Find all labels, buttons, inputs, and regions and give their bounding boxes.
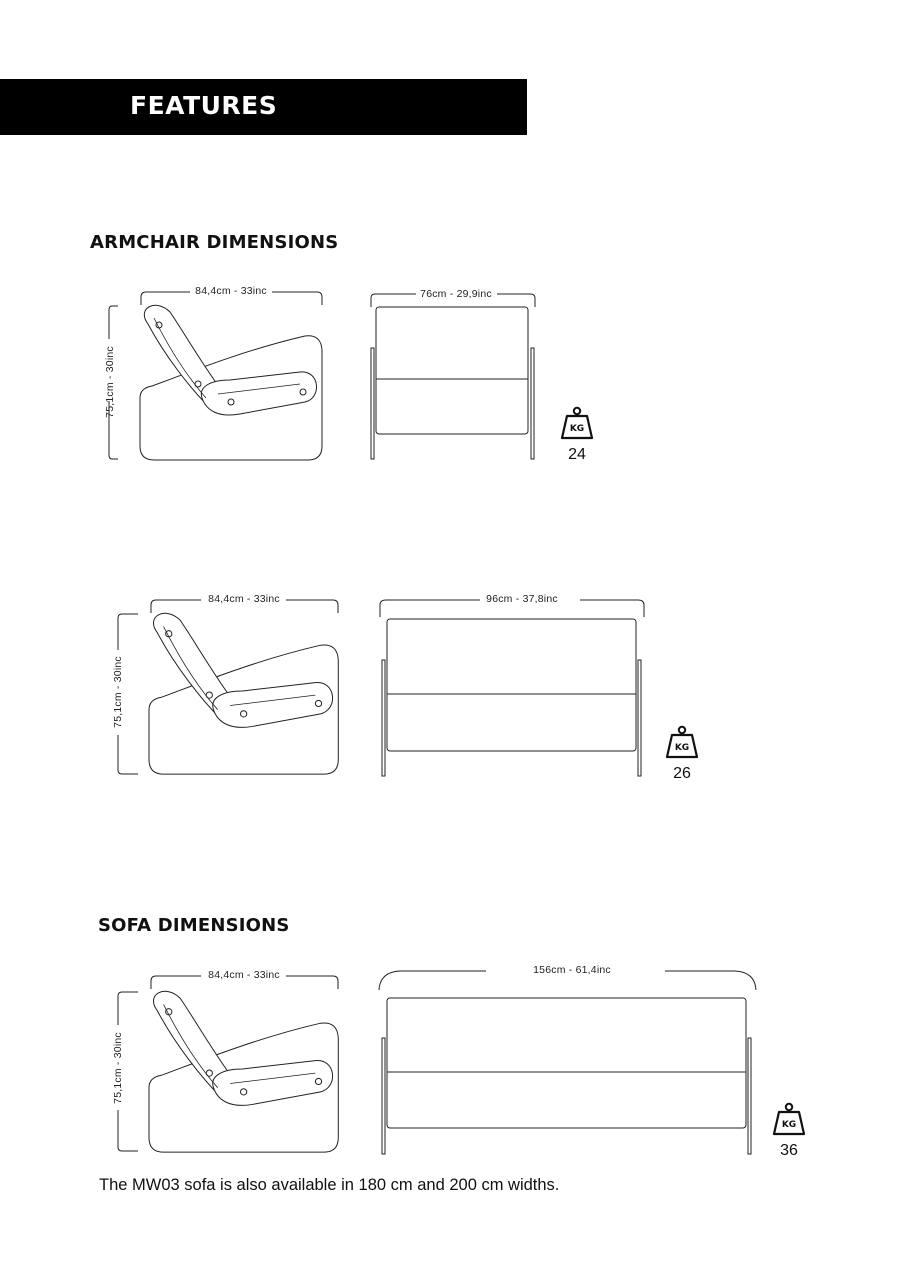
sofa-section-title: SOFA DIMENSIONS <box>98 915 290 936</box>
page-title: FEATURES <box>130 91 278 120</box>
sofa-front-width-label: 156cm - 61,4inc <box>533 964 611 976</box>
sofa-medium-front-view <box>380 593 644 776</box>
sofa-weight-value: 36 <box>780 1142 798 1159</box>
armchair-section-title: ARMCHAIR DIMENSIONS <box>90 232 339 253</box>
sofa-side-view <box>112 969 338 1152</box>
sofa-front-view <box>379 964 756 1154</box>
armchair-front-view <box>371 288 535 459</box>
sofa-medium-weight-value: 26 <box>673 765 691 782</box>
weight-unit-label: KG <box>674 743 690 753</box>
weight-unit-label: KG <box>569 424 585 434</box>
armchair-side-view <box>104 285 322 460</box>
armchair-side-width-label: 84,4cm - 33inc <box>195 285 267 297</box>
armchair-height-label: 75,1cm - 30inc <box>104 346 116 418</box>
sofa-weight <box>774 1104 804 1159</box>
sofa-medium-weight <box>667 727 697 782</box>
availability-note: The MW03 sofa is also available in 180 cm and 200 cm widths. <box>99 1176 560 1194</box>
armchair-weight-value: 24 <box>568 446 586 463</box>
weight-unit-label: KG <box>781 1120 797 1130</box>
sofa-side-width-label: 84,4cm - 33inc <box>208 969 280 981</box>
armchair-weight <box>562 408 592 463</box>
sofa-height-label: 75,1cm - 30inc <box>112 1032 124 1104</box>
sofa-medium-side-width-label: 84,4cm - 33inc <box>208 593 280 605</box>
armchair-front-width-label: 76cm - 29,9inc <box>420 288 492 300</box>
sofa-medium-height-label: 75,1cm - 30inc <box>112 656 124 728</box>
sofa-medium-front-width-label: 96cm - 37,8inc <box>486 593 558 605</box>
sofa-medium-side-view <box>112 593 338 774</box>
